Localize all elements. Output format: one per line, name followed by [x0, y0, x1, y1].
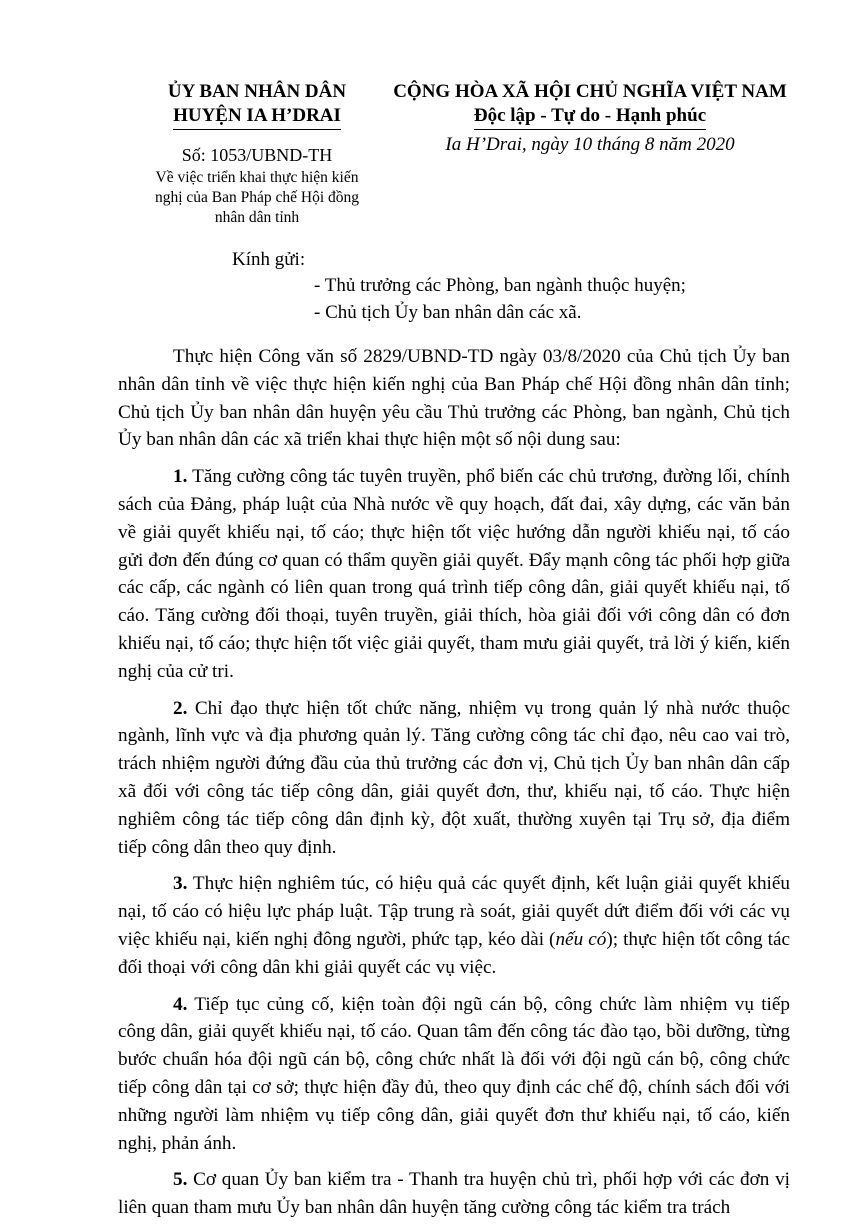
national-title-block	[380, 80, 800, 130]
item-paragraph-1	[118, 463, 790, 685]
item-number: 5.	[173, 1169, 188, 1191]
item-text: ); thực hiện tốt công tác đối thoại với công dân khi giải quyết các vụ việc.	[118, 928, 790, 978]
document-body	[118, 343, 790, 1231]
item-text-italic: nếu có	[555, 928, 607, 950]
agency-name-line1: ỦY BAN NHÂN DÂN	[167, 81, 347, 102]
item-paragraph-2	[118, 695, 790, 862]
document-number: Số: 1053/UBND-TH	[181, 145, 333, 165]
place-and-date: Ia H’Drai, ngày 10 tháng 8 năm 2020	[445, 134, 735, 155]
issuing-agency-block	[118, 80, 396, 228]
nation-title: CỘNG HÒA XÃ HỘI CHỦ NGHĨA VIỆT NAM	[393, 81, 787, 102]
intro-paragraph: Thực hiện Công văn số 2829/UBND-TD ngày 03/8/2020 của Chủ tịch Ủy ban nhân dân tỉnh về việc thực hiện kiến nghị của Ban Pháp chế Hội đồng nhân dân tỉnh; Chủ tịch Ủy ban nhân dân huyện yêu cầu Thủ trưởng các Phòng, ban ngành, Chủ tịch Ủy ban nhân dân các xã triển khai thực hiện một số nội dung sau:	[118, 346, 790, 451]
item-text: Chỉ đạo thực hiện tốt chức năng, nhiệm vụ trong quản lý nhà nước thuộc ngành, lĩnh vực và địa phương quản lý. Tăng cường công tác chỉ đạo, nêu cao vai trò, trách nhiệm người đứng đầu của thủ trưởng các đơn vị, Chủ tịch Ủy ban nhân dân cấp xã đối với công tác tiếp công dân, giải quyết đơn, thư, khiếu nại, tố cáo. Thực hiện nghiêm công tác tiếp công dân định kỳ, đột xuất, thường xuyên tại Trụ sở, địa điểm tiếp công dân theo quy định.	[118, 697, 791, 858]
item-text: Tiếp tục củng cố, kiện toàn đội ngũ cán bộ, công chức làm nhiệm vụ tiếp công dân, giải quyết khiếu nại, tố cáo. Quan tâm đến công tác đào tạo, bồi dưỡng, từng bước chuẩn hóa đội ngũ cán bộ, công chức nhất là đối với đội ngũ cán bộ, công chức tiếp công dân tại cơ sở; thực hiện đầy đủ, theo quy định các chế độ, chính sách đối với những người làm nhiệm vụ tiếp công dân, giải quyết đơn thư khiếu nại, tố cáo, kiến nghị, phản ánh.	[118, 993, 790, 1154]
recipient-item: - Chủ tịch Ủy ban nhân dân các xã.	[314, 302, 582, 323]
addressee-label: Kính gửi:	[232, 249, 306, 270]
item-number: 4.	[173, 993, 188, 1015]
item-paragraph-4	[118, 991, 790, 1158]
item-text: Thực hiện nghiêm túc, có hiệu quả các quyết định, kết luận giải quyết khiếu nại, tố cáo có hiệu lực pháp luật. Tập trung rà soát, giải quyết dứt điểm đối với các vụ việc khiếu nại, kiến nghị đông người, phức tạp, kéo dài (	[118, 873, 790, 950]
item-text: Cơ quan Ủy ban kiểm tra - Thanh tra huyện chủ trì, phối hợp với các đơn vị liên quan tham mưu Ủy ban nhân dân huyện tăng cường công tác kiểm tra trách	[118, 1169, 790, 1219]
item-paragraph-5	[118, 1166, 790, 1222]
item-text: Tăng cường công tác tuyên truyền, phổ biến các chủ trương, đường lối, chính sách của Đảng, pháp luật của Nhà nước về quy hoạch, đất đai, xây dựng, các văn bản về giải quyết khiếu nại, tố cáo; thực hiện tốt việc hướng dẫn người khiếu nại, tố cáo gửi đơn đến đúng cơ quan có thẩm quyền giải quyết. Đẩy mạnh công tác phối hợp giữa các cấp, các ngành có liên quan trong quá trình tiếp công dân, giải quyết khiếu nại, tố cáo. Tăng cường đối thoại, tuyên truyền, giải thích, hòa giải đối với công dân có đơn khiếu nại, tố cáo; thực hiện tốt việc giải quyết, tham mưu giải quyết, trả lời ý kiến, kiến nghị của cử tri.	[118, 466, 790, 682]
document-subject: Về việc triển khai thực hiện kiến nghị của Ban Pháp chế Hội đồng nhân dân tỉnh	[154, 169, 360, 226]
item-number: 1.	[173, 466, 188, 488]
recipient-item: - Thủ trưởng các Phòng, ban ngành thuộc huyện;	[314, 275, 686, 296]
recipient-list	[314, 272, 686, 326]
national-motto: Độc lập - Tự do - Hạnh phúc	[474, 104, 706, 130]
agency-name-line2: HUYỆN IA H’DRAI	[173, 104, 341, 130]
item-number: 3.	[173, 873, 188, 895]
item-number: 2.	[173, 697, 188, 719]
item-paragraph-3	[118, 870, 790, 981]
